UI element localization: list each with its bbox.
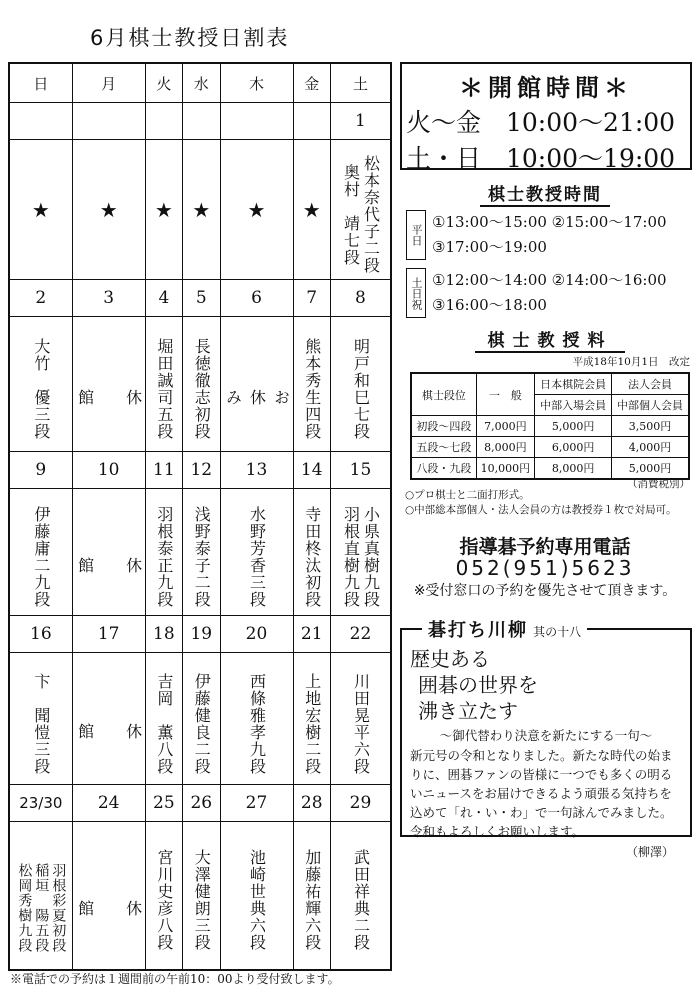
- lesson-teacher: 松本奈代子二段 奥村 靖七段: [341, 155, 381, 274]
- fee-note-1: ○プロ棋士と二面打形式。: [405, 489, 530, 501]
- fee-cell: 八段・九段: [411, 458, 476, 480]
- fee-cell: 4,000円: [612, 437, 689, 458]
- date-cell: [220, 103, 293, 140]
- weekday-line: ①13:00～15:00 ②15:00～17:00: [432, 213, 667, 231]
- fees-title: 棋士教授料: [475, 326, 625, 353]
- holiday-times: [406, 268, 667, 318]
- lesson-cell: [145, 489, 182, 616]
- lesson-cell: [183, 822, 220, 970]
- weekday-header: 日: [9, 63, 72, 103]
- lesson-teacher: 西條雅孝九段: [247, 672, 267, 775]
- date-cell: 28: [293, 785, 330, 822]
- lesson-cell: [72, 140, 145, 280]
- lesson-teacher: 休 館: [75, 723, 143, 740]
- date-row: [9, 280, 391, 317]
- lesson-cell: [220, 822, 293, 970]
- fee-cell: 5,000円: [612, 458, 689, 480]
- date-cell: 20: [220, 616, 293, 653]
- lesson-cell: [220, 489, 293, 616]
- senryu-issue: 其の十八: [533, 625, 582, 639]
- date-cell: 17: [72, 616, 145, 653]
- lesson-cell: [72, 822, 145, 970]
- fee-cell: 3,500円: [612, 416, 689, 437]
- senryu-body: 新元号の令和となりました。新たな時代の始まりに、囲碁ファンの皆様に一つでも多くの明るいニュースをお届けできるよう頑張る気持ちを込めて「れ・い・わ」で一句詠んでみました。 令和もよろしくお願いします。: [410, 748, 673, 839]
- date-cell: 26: [183, 785, 220, 822]
- fee-header: 中部入場会員: [535, 395, 612, 416]
- lesson-cell: [72, 653, 145, 785]
- fee-row: [411, 458, 689, 480]
- lesson-cell: [220, 140, 293, 280]
- fee-row: [411, 437, 689, 458]
- senryu-title: 碁打ち川柳: [428, 620, 528, 641]
- fee-header: 日本棋院会員: [535, 373, 612, 395]
- fee-cell: 5,000円: [535, 416, 612, 437]
- lesson-cell: [9, 489, 72, 616]
- lesson-teacher: 休 館: [75, 899, 143, 917]
- fee-note-2: ○中部総本部個人・法人会員の方は教授券１枚で対局可。: [405, 504, 677, 516]
- lesson-teacher: 休 館: [75, 388, 143, 406]
- senryu-line: 歴史ある: [410, 647, 490, 671]
- lesson-row: [9, 317, 391, 452]
- weekday-header: 月: [72, 63, 145, 103]
- lesson-cell: [145, 140, 182, 280]
- lesson-row: [9, 822, 391, 970]
- page-title: 6月棋士教授日割表: [90, 26, 290, 50]
- senryu-line: 沸き立たす: [418, 699, 518, 723]
- lesson-cell: [9, 317, 72, 452]
- date-cell: 12: [183, 452, 220, 489]
- date-cell: 21: [293, 616, 330, 653]
- footer-note: ※電話での予約は１週間前の午前10：00より受付致します。: [10, 972, 340, 986]
- lesson-cell: [330, 822, 391, 970]
- lesson-teacher: お 休 み: [223, 388, 291, 406]
- date-cell: 24: [72, 785, 145, 822]
- lesson-cell: [293, 822, 330, 970]
- date-cell: [9, 785, 72, 822]
- fee-header: 一 般: [476, 373, 534, 416]
- opening-hours-box: [400, 62, 692, 173]
- star-icon: ★: [302, 197, 321, 222]
- phone-number: 052(951)5623: [455, 556, 635, 580]
- fee-cell: 初段～四段: [411, 416, 476, 437]
- date-cell: 7: [293, 280, 330, 317]
- lesson-cell: [9, 653, 72, 785]
- weekday-line: ③17:00～19:00: [432, 238, 547, 256]
- hours-weekend: 土・日 10:00～19:00: [406, 144, 676, 173]
- date-cell: 2: [9, 280, 72, 317]
- lesson-teacher: 宮川史彦八段: [154, 849, 174, 952]
- date-cell: 8: [330, 280, 391, 317]
- date-cell: 10: [72, 452, 145, 489]
- date-cell: 27: [220, 785, 293, 822]
- lesson-cell: [72, 317, 145, 452]
- date-row: [9, 616, 391, 653]
- date-cell: 9: [9, 452, 72, 489]
- weekday-header: 金: [293, 63, 330, 103]
- star-icon: ★: [192, 197, 211, 222]
- weekday-header: 水: [183, 63, 220, 103]
- lesson-row: [9, 140, 391, 280]
- date-cell: 25: [145, 785, 182, 822]
- date-cell: [72, 103, 145, 140]
- lesson-teacher: 川田晃平六段: [351, 672, 371, 775]
- fee-header: 中部個人会員: [612, 395, 689, 416]
- date-cell: 29: [330, 785, 391, 822]
- lesson-cell: [9, 140, 72, 280]
- star-icon: ★: [99, 197, 118, 222]
- lesson-teacher: 伊藤庸二九段: [31, 506, 51, 608]
- lesson-teacher: 吉岡 薫八段: [154, 672, 174, 775]
- date-cell: [145, 103, 182, 140]
- date-cell: 11: [145, 452, 182, 489]
- date-cell: 16: [9, 616, 72, 653]
- date-cell: 15: [330, 452, 391, 489]
- lesson-teacher: 堀田誠司五段: [154, 338, 174, 440]
- phone-note: ※受付窓口の予約を優先させて頂きます。: [413, 583, 677, 599]
- lesson-cell: [330, 140, 391, 280]
- weekday-times: [406, 210, 667, 260]
- lesson-teacher: 休 館: [75, 556, 143, 574]
- lesson-cell: [220, 653, 293, 785]
- lesson-teacher: 熊本秀生四段: [302, 338, 322, 440]
- lesson-cell: [145, 317, 182, 452]
- date-cell: [293, 103, 330, 140]
- date-cell: 5: [183, 280, 220, 317]
- lesson-teacher: 羽根彩夏初段 稲垣 陽五段 松岡秀樹九段: [16, 863, 67, 954]
- lesson-cell: [183, 489, 220, 616]
- fee-cell: 10,000円: [476, 458, 534, 480]
- date-cell: 1: [330, 103, 391, 140]
- lesson-teacher: 大竹 優三段: [31, 338, 51, 440]
- senryu-header: [422, 616, 587, 642]
- lesson-teacher: 水野芳香三段: [247, 506, 267, 608]
- holiday-line: ①12:00～14:00 ②14:00～16:00: [432, 271, 667, 289]
- fees-revised: 平成18年10月1日 改定: [572, 356, 690, 368]
- date-row: [9, 785, 391, 822]
- weekday-header: 木: [220, 63, 293, 103]
- date-cell: 13: [220, 452, 293, 489]
- fee-cell: 6,000円: [535, 437, 612, 458]
- fee-header: 法人会員: [612, 373, 689, 395]
- holiday-line: ③16:00～18:00: [432, 296, 547, 314]
- lesson-teacher: 羽根泰正九段: [154, 506, 174, 608]
- star-icon: ★: [154, 197, 173, 222]
- senryu-author: （柳澤）: [625, 845, 674, 859]
- lesson-cell: [293, 489, 330, 616]
- lesson-teacher: 明戸和巳七段: [351, 338, 371, 440]
- lesson-cell: [330, 653, 391, 785]
- fee-cell: 8,000円: [476, 437, 534, 458]
- lesson-cell: [9, 822, 72, 970]
- lesson-cell: [220, 317, 293, 452]
- weekday-header: 土: [330, 63, 391, 103]
- date-cell: [9, 103, 72, 140]
- lesson-teacher: 伊藤健良二段: [192, 672, 212, 775]
- lesson-cell: [145, 822, 182, 970]
- lesson-teacher: 加藤祐輝六段: [302, 849, 322, 952]
- phone-label: 指導碁予約専用電話: [459, 536, 631, 558]
- lesson-teacher: 長徳徹志初段: [192, 338, 212, 440]
- weekday-tag: 平日: [406, 210, 426, 260]
- senryu-subtitle: ～御代替わり決意を新たにする一句～: [439, 728, 653, 743]
- tax-note: （消費税別）: [627, 478, 690, 490]
- lesson-cell: [293, 317, 330, 452]
- fee-row: [411, 416, 689, 437]
- lesson-teacher: 卞 聞愷三段: [31, 672, 51, 775]
- date-cell: 18: [145, 616, 182, 653]
- holiday-tag: 土日祝: [406, 268, 426, 318]
- lesson-cell: [330, 317, 391, 452]
- lesson-cell: [330, 489, 391, 616]
- star-icon: ★: [247, 197, 266, 222]
- weekday-header-row: [9, 63, 391, 103]
- lesson-teacher: 武田祥典二段: [351, 849, 371, 952]
- fee-cell: 7,000円: [476, 416, 534, 437]
- date-row: [9, 103, 391, 140]
- lesson-row: [9, 653, 391, 785]
- star-icon: ★: [31, 197, 50, 222]
- lesson-teacher: 大澤健朗三段: [192, 849, 212, 952]
- lesson-cell: [183, 317, 220, 452]
- hours-weekday: 火～金 10:00～21:00: [406, 108, 676, 137]
- date-row: [9, 452, 391, 489]
- lesson-teacher: 小県真樹九段 羽根直樹九段: [341, 506, 381, 608]
- fee-table: [410, 372, 690, 480]
- hours-title: ＊開館時間＊: [459, 74, 633, 102]
- date-cell: 14: [293, 452, 330, 489]
- lesson-teacher: 上地宏樹二段: [302, 672, 322, 775]
- date-cell: 22: [330, 616, 391, 653]
- lesson-teacher: 浅野泰子二段: [192, 506, 212, 608]
- lesson-cell: [183, 653, 220, 785]
- fee-cell: 8,000円: [535, 458, 612, 480]
- lesson-teacher: 寺田柊汰初段: [302, 506, 322, 608]
- date-split-label: 23/30: [19, 794, 63, 812]
- lesson-teacher: 池崎世典六段: [247, 849, 267, 952]
- date-cell: 4: [145, 280, 182, 317]
- senryu-box: [400, 620, 692, 859]
- senryu-line: 囲碁の世界を: [418, 673, 538, 697]
- lesson-cell: [183, 140, 220, 280]
- date-cell: [183, 103, 220, 140]
- lesson-cell: [293, 140, 330, 280]
- lesson-cell: [145, 653, 182, 785]
- lesson-times-title: 棋士教授時間: [480, 180, 610, 207]
- date-cell: 3: [72, 280, 145, 317]
- weekday-header: 火: [145, 63, 182, 103]
- schedule-calendar: [8, 62, 392, 971]
- lesson-cell: [72, 489, 145, 616]
- lesson-cell: [293, 653, 330, 785]
- fee-cell: 五段～七段: [411, 437, 476, 458]
- date-cell: 19: [183, 616, 220, 653]
- date-cell: 6: [220, 280, 293, 317]
- lesson-row: [9, 489, 391, 616]
- fee-header: 棋士段位: [411, 373, 476, 416]
